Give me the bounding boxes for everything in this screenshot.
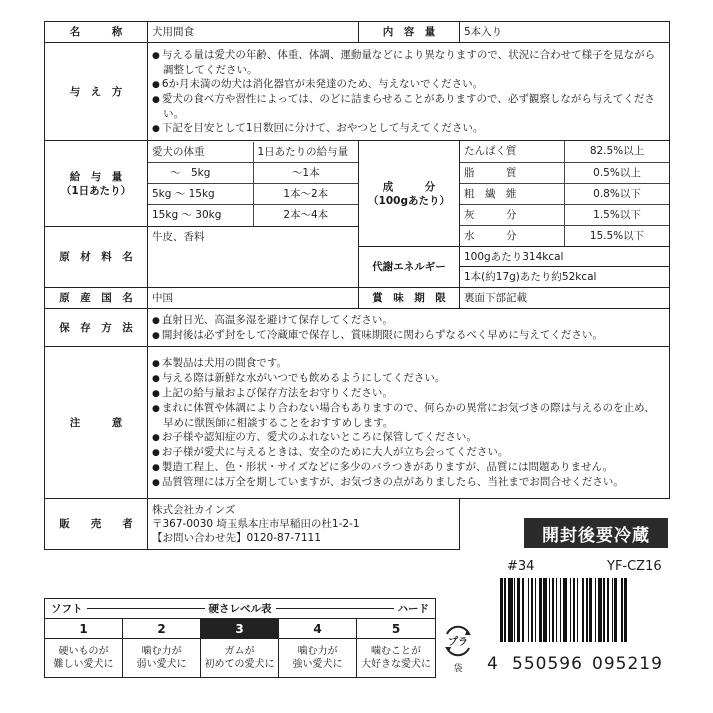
hardness-level (123, 619, 201, 677)
barcode-digits-left: 550596 (512, 654, 583, 674)
energy-label: 代謝エネルギー (359, 247, 460, 288)
amount-quantity: 2本〜4本 (253, 205, 358, 226)
composition-label (359, 141, 460, 247)
composition-item: たんぱく質 (460, 141, 565, 162)
recycle-label: 袋 (453, 664, 463, 674)
expiry-label: 賞 味 期 限 (359, 288, 460, 309)
recycle-mark (441, 624, 475, 676)
origin-label: 原 産 国 名 (45, 288, 148, 309)
composition-item: 脂 質 (460, 162, 565, 183)
amount-weight: 5kg 〜 15kg (148, 184, 253, 205)
product-info-table (44, 21, 670, 550)
caution-item: ● 品質管理には万全を期していますが、お気づきの点がありましたら、当社までお問合せください。 (152, 475, 665, 490)
composition-item: 灰 分 (460, 204, 565, 225)
feeding-item: ● 与える量は愛犬の年齢、体重、体調、運動量などにより異なりますので、状況に合わせて様子を見ながら調整してください。 (152, 48, 665, 77)
arrow-left-icon (87, 608, 205, 609)
amount-head-weight: 愛犬の体重 (148, 142, 253, 163)
feeding-label: 与 え 方 (45, 43, 148, 141)
seller-info (148, 499, 460, 550)
composition-table (460, 141, 669, 246)
hardness-level (279, 619, 357, 677)
caution-item: ● 製造工程上、色・形状・サイズなどに多少のバラつきがありますが、品質には問題ありません。 (152, 460, 665, 475)
amount-table (148, 142, 358, 226)
storage-list (148, 309, 670, 347)
hardness-level-number: 1 (45, 619, 122, 639)
feeding-item: ● 6か月未満の幼犬は消化器官が未発達のため、与えないでください。 (152, 77, 665, 92)
hardness-levels (44, 618, 436, 678)
composition-label-main: 成 分 (382, 180, 436, 193)
storage-label: 保 存 方 法 (45, 309, 148, 347)
caution-list (148, 347, 670, 499)
barcode-bar (627, 578, 628, 642)
expiry-value: 裏面下部記載 (460, 288, 670, 309)
hardness-level-desc: 大好きな愛犬に (361, 659, 431, 670)
hardness-level-number: 2 (123, 619, 200, 639)
hardness-level-number: 4 (279, 619, 356, 639)
hardness-level-desc: 噛む力が (297, 646, 338, 657)
storage-item: ● 直射日光、高温多湿を避けて保存してください。 (152, 313, 665, 328)
refrigerate-badge: 開封後要冷蔵 (524, 518, 668, 548)
name-value: 犬用間食 (148, 22, 359, 43)
amount-weight: 〜 5kg (148, 163, 253, 184)
hardness-level-desc: 初めての愛犬に (204, 659, 275, 670)
hardness-level-number: 3 (201, 619, 278, 639)
energy-value: 1本(約17g)あたり約52kcal (460, 267, 670, 288)
seller-address: 〒367-0030 埼玉県本庄市早稲田の杜1-2-1 (152, 518, 360, 530)
storage-item: ● 開封後は必ず封をして冷蔵庫で保存し、賞味期限に関わらずなるべく早めに与えてください。 (152, 328, 665, 343)
barcode-digit-lead: 4 (487, 654, 499, 674)
amount-quantity: 〜1本 (253, 163, 358, 184)
hardness-chart (44, 598, 436, 678)
composition-item: 水 分 (460, 225, 565, 246)
hardness-level-desc: 硬いものが (58, 646, 109, 657)
amount-label-sub: （1日あたり） (60, 184, 132, 197)
feeding-list (148, 43, 670, 141)
energy-value: 100gあたり314kcal (460, 247, 670, 267)
seller-contact: 【お問い合わせ先】0120-87-7111 (152, 532, 321, 544)
barcode-digits-right: 095219 (592, 654, 663, 674)
amount-label-main: 給 与 量 (69, 170, 123, 183)
hardness-level (201, 619, 279, 677)
composition-cell (460, 141, 670, 247)
composition-value: 82.5%以上 (565, 141, 670, 162)
amount-quantity: 1本〜2本 (253, 184, 358, 205)
caution-item: ● まれに体質や体調により合わない場合もありますので、何らかの異常にお気づきの際は与えるのを止め、早めに獣医師に相談することをおすすめします。 (152, 401, 665, 430)
amount-cell (148, 141, 359, 227)
arrow-right-icon (276, 608, 394, 609)
feeding-item: ● 愛犬の食べ方や習性によっては、のどに詰まらせることがありますので、必ず観察しながら与えてください。 (152, 92, 665, 121)
hardness-level (45, 619, 123, 677)
caution-item: ● 本製品は犬用の間食です。 (152, 356, 665, 371)
hardness-soft: ソフト (51, 603, 83, 615)
hardness-header (44, 598, 436, 618)
hardness-title: 硬さレベル表 (208, 603, 272, 615)
product-code: YF-CZ16 (607, 559, 662, 574)
hardness-level (357, 619, 435, 677)
amount-weight: 15kg 〜 30kg (148, 205, 253, 226)
composition-value: 15.5%以下 (565, 225, 670, 246)
composition-item: 粗 繊 維 (460, 183, 565, 204)
amount-head-quantity: 1日あたりの給与量 (253, 142, 358, 163)
caution-label: 注 意 (45, 347, 148, 499)
hardness-level-desc: 噛む力が (141, 646, 182, 657)
composition-value: 1.5%以下 (565, 204, 670, 225)
caution-item: ● 上記の給与量および保存方法をお守りください。 (152, 386, 665, 401)
seller-label: 販 売 者 (45, 499, 148, 550)
seller-company: 株式会社カインズ (152, 504, 236, 516)
caution-item: ● お子様や認知症の方、愛犬のふれないところに保管してください。 (152, 430, 665, 445)
origin-value: 中国 (148, 288, 359, 309)
plastic-recycle-icon (441, 624, 475, 658)
hardness-level-desc: 難しい愛犬に (53, 659, 114, 670)
ingredients-value: 牛皮、香料 (148, 227, 359, 288)
content-value: 5本入り (460, 22, 670, 43)
composition-value: 0.5%以上 (565, 162, 670, 183)
recycle-mark-text: プラ (448, 637, 468, 648)
lot-code: #34 (507, 559, 535, 574)
composition-label-sub: （100gあたり） (368, 194, 450, 207)
composition-value: 0.8%以下 (565, 183, 670, 204)
hardness-hard: ハード (397, 603, 429, 615)
hardness-level-number: 5 (357, 619, 435, 639)
barcode (500, 578, 668, 642)
name-label: 名 称 (45, 22, 148, 43)
hardness-level-desc: 弱い愛犬に (136, 659, 187, 670)
content-label: 内 容 量 (359, 22, 460, 43)
hardness-level-desc: ガムが (224, 646, 255, 657)
feeding-item: ● 下記を目安として1日数回に分けて、おやつとして与えてください。 (152, 121, 665, 136)
amount-label (45, 141, 148, 227)
caution-item: ● お子様が愛犬に与えるときは、安全のために大人が立ち会ってください。 (152, 445, 665, 460)
caution-item: ● 与える際は新鮮な水がいつでも飲めるようにしてください。 (152, 371, 665, 386)
ingredients-label: 原 材 料 名 (45, 227, 148, 288)
hardness-level-desc: 噛むことが (371, 646, 421, 657)
hardness-level-desc: 強い愛犬に (292, 659, 343, 670)
